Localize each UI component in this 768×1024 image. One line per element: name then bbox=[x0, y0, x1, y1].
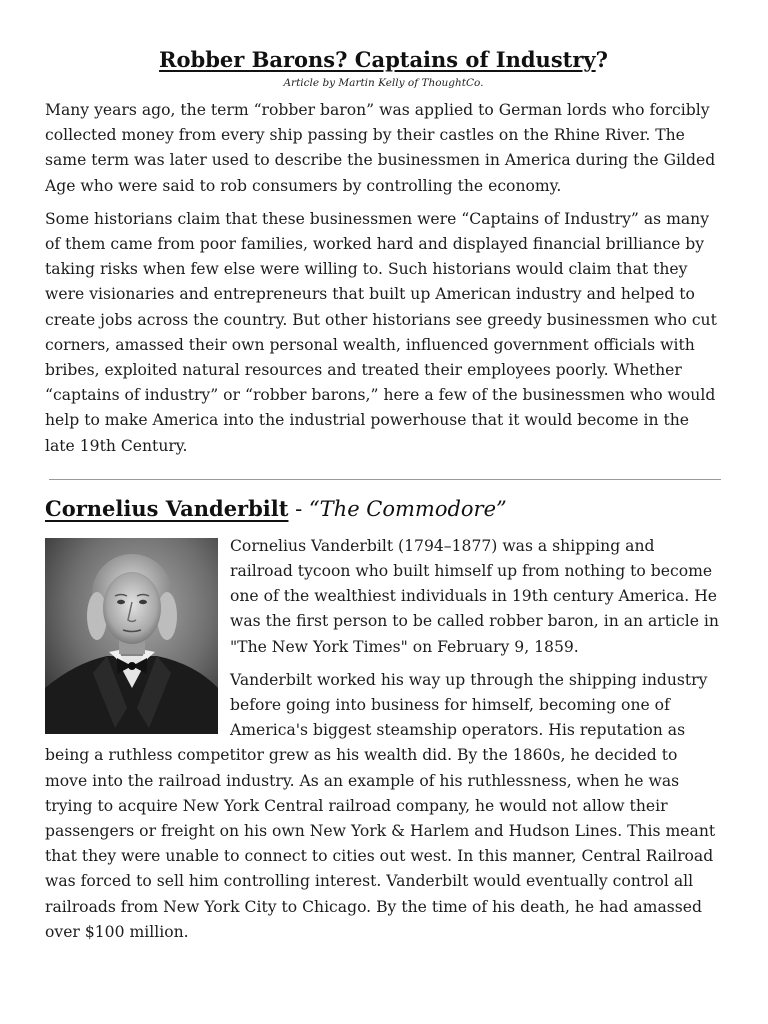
page-title-question-mark: ? bbox=[595, 47, 608, 72]
vanderbilt-portrait-image bbox=[45, 538, 218, 734]
intro-paragraph-1: Many years ago, the term “robber baron” was applied to German lords who forcibly collected money from every ship passing by their castles on the Rhine River. The same term was later used to describe the businessmen in America during the Gilded Age who were said to rob consumers by controlling the economy. bbox=[45, 101, 716, 195]
document-page bbox=[45, 46, 722, 953]
section-heading-name: Cornelius Vanderbilt bbox=[45, 495, 289, 521]
section-heading-separator: - bbox=[288, 496, 309, 521]
portrait-illustration bbox=[45, 538, 218, 734]
page-title bbox=[45, 46, 722, 74]
page-title-text: Robber Barons? Captains of Industry bbox=[159, 47, 596, 72]
intro-paragraph-2: Some historians claim that these businessmen were “Captains of Industry” as many of them came from poor families, worked hard and displayed financial brilliance by taking risks when few else were willing to. Such historians would claim that they were visionaries and entrepreneurs that built up American industry and helped to create jobs across the country. But other historians see greedy businessmen who cut corners, amassed their own personal wealth, influenced government officials with bribes, exploited natural resources and treated their employees poorly. Whether “captains of industry” or “robber barons,” here a few of the businessmen who would help to make America into the industrial powerhouse that it would become in the late 19th Century. bbox=[45, 209, 717, 455]
section-heading bbox=[45, 494, 722, 524]
vanderbilt-paragraph-1: Cornelius Vanderbilt (1794–1877) was a shipping and railroad tycoon who built himself up from nothing to become one of the wealthiest individuals in 19th century America. He was the first person to be called robber baron, in an article in "The New York Times" on February 9, 1859. bbox=[230, 536, 719, 656]
section-heading-nickname: “The Commodore” bbox=[308, 496, 507, 521]
vanderbilt-paragraph-2: Vanderbilt worked his way up through the shipping industry before going into business for himself, becoming one of America's biggest steamship operators. His reputation as being a ruthless competitor grew as his wealth did. By the 1860s, he decided to move into the railroad industry. As an example of his ruthlessness, when he was trying to acquire New York Central railroad company, he would not allow their passengers or freight on his own New York & Harlem and Hudson Lines. This meant that they were unable to connect to cities out west. In this manner, Central Railroad was forced to sell him controlling interest. Vanderbilt would eventually control all railroads from New York City to Chicago. By the time of his death, he had amassed over $100 million. bbox=[45, 670, 716, 941]
section-divider bbox=[49, 479, 721, 480]
byline: Article by Martin Kelly of ThoughtCo. bbox=[283, 77, 484, 89]
